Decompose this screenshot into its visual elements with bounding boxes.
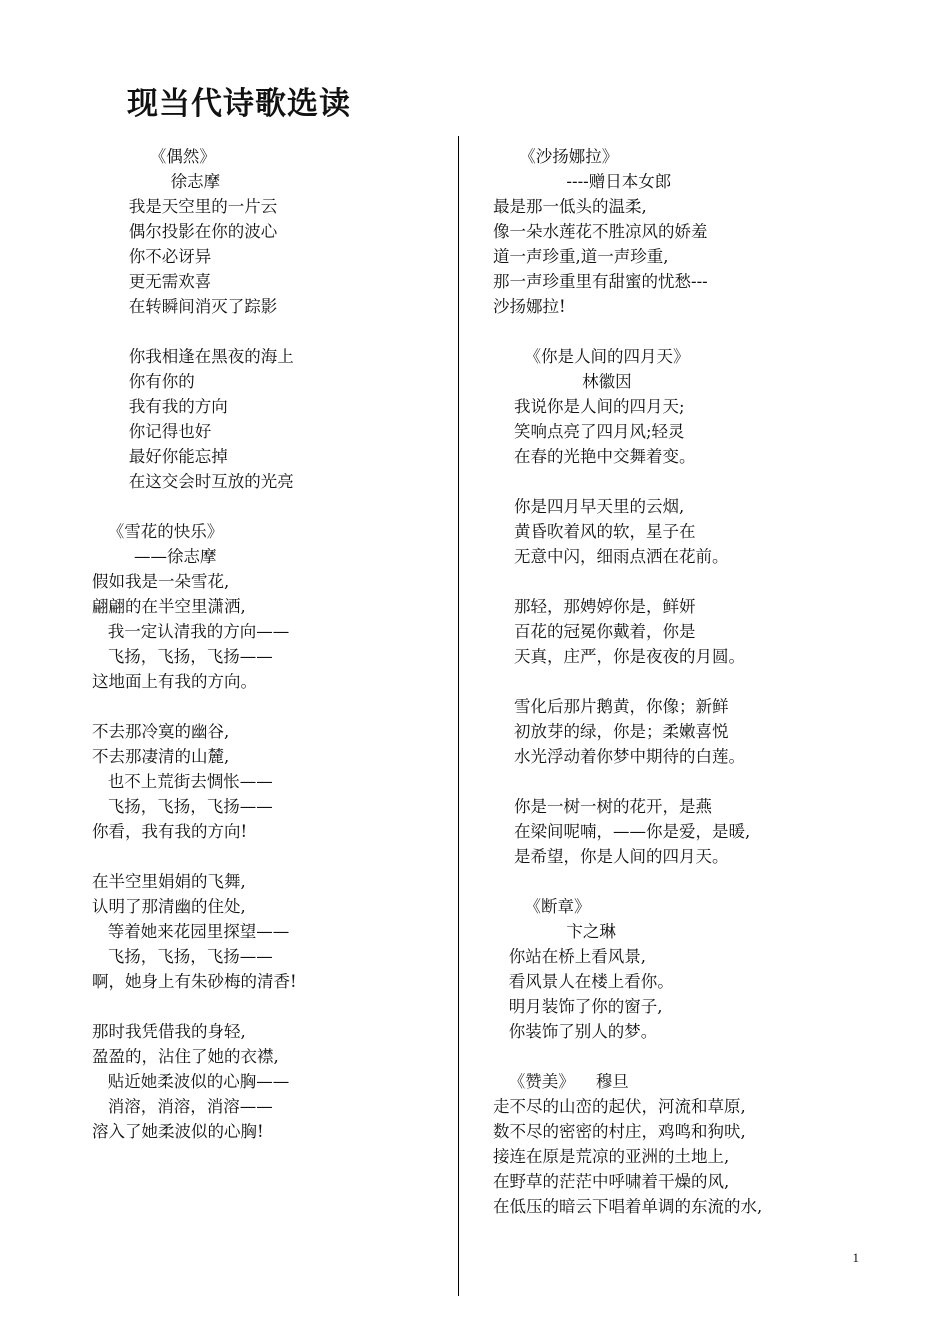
poem-line: 翩翩的在半空里潇洒, [92,597,246,616]
poem-line: 你记得也好 [92,422,212,441]
poem-line: 假如我是一朵雪花, [92,572,230,591]
column-divider [458,136,459,1296]
poem-line: 在这交会时互放的光亮 [92,472,294,491]
poem-line: 你我相逢在黑夜的海上 [92,347,294,366]
poem-line: 像一朵水莲花不胜凉风的娇羞 [493,222,708,241]
poem-line: 那时我凭借我的身轻, [92,1022,246,1041]
poem-line: 我是天空里的一片云 [92,197,278,216]
poem-line: 在梁间呢喃，——你是爱，是暖, [493,822,751,841]
poem-line: 你是四月早天里的云烟, [493,497,685,516]
poem-line: 《赞美》 穆旦 [493,1072,629,1091]
poem-line: 等着她来花园里探望—— [92,922,290,941]
poem-line: 更无需欢喜 [92,272,212,291]
poem-line: 你装饰了别人的梦。 [493,1022,658,1041]
poem-line: 水光浮动着你梦中期待的白莲。 [493,747,745,766]
poem-line: 明月装饰了你的窗子, [493,997,663,1016]
poem-line: 不去那凄清的山麓, [92,747,230,766]
poem-line: 徐志摩 [92,172,221,191]
page-number: 1 [852,1250,859,1265]
poem-line: 最是那一低头的温柔, [493,197,647,216]
poem-line: 盈盈的，沾住了她的衣襟, [92,1047,279,1066]
poem-line [92,994,442,1019]
poem-line [493,1044,893,1069]
poem-line: 飞扬，飞扬，飞扬—— [92,647,273,666]
poem-line: 接连在原是荒凉的亚洲的土地上, [493,1147,730,1166]
poem-line: 溶入了她柔波似的心胸! [92,1122,264,1141]
poem-line: 那轻，那娉婷你是，鲜妍 [493,597,696,616]
poem-line: 我有我的方向 [92,397,228,416]
poem-line: 我说你是人间的四月天; [493,397,685,416]
poem-line: 笑响点亮了四月风;轻灵 [493,422,685,441]
poem-line: 初放芽的绿，你是；柔嫩喜悦 [493,722,729,741]
poem-line: 在低压的暗云下唱着单调的东流的水, [493,1197,763,1216]
poem-line: 你是一树一树的花开，是燕 [493,797,712,816]
poem-line: 百花的冠冕你戴着，你是 [493,622,696,641]
poem-line: 在半空里娟娟的飞舞, [92,872,246,891]
poem-line: 《偶然》 [92,147,216,166]
poem-line [92,694,442,719]
poem-line: 偶尔投影在你的波心 [92,222,278,241]
poem-line [493,319,893,344]
poem-line: 天真，庄严，你是夜夜的月圆。 [493,647,745,666]
poem-line [493,569,893,594]
poem-line: 在转瞬间消灭了踪影 [92,297,278,316]
poem-line: 《你是人间的四月天》 [493,347,690,366]
poem-line: 《沙扬娜拉》 [493,147,619,166]
poem-line: 《雪花的快乐》 [92,522,224,541]
poem-line: 卞之琳 [493,922,616,941]
poem-line: 在春的光艳中交舞着变。 [493,447,696,466]
poem-line [92,494,442,519]
poem-line: 雪化后那片鹅黄，你像；新鲜 [493,697,729,716]
poem-line [92,844,442,869]
poem-line: 沙扬娜拉! [493,297,566,316]
poem-line: 你看，我有我的方向! [92,822,248,841]
poem-line: 飞扬，飞扬，飞扬—— [92,947,273,966]
poem-line: 你站在桥上看风景, [493,947,646,966]
poem-line: 贴近她柔波似的心胸—— [92,1072,290,1091]
poem-line: 这地面上有我的方向。 [92,672,257,691]
poem-line: 走不尽的山峦的起伏，河流和草原, [493,1097,746,1116]
poem-line: 看风景人在楼上看你。 [493,972,674,991]
poem-line: 是希望，你是人间的四月天。 [493,847,729,866]
poem-line: 飞扬，飞扬，飞扬—— [92,797,273,816]
poem-line: 消溶，消溶，消溶—— [92,1097,273,1116]
poem-line: 黄昏吹着风的软，星子在 [493,522,696,541]
poem-line [493,769,893,794]
poem-line: ——徐志摩 [92,547,217,566]
poem-line: 在野草的茫茫中呼啸着干燥的风, [493,1172,730,1191]
poem-line: 也不上荒街去惆怅—— [92,772,273,791]
poem-line: 那一声珍重里有甜蜜的忧愁--- [493,272,708,291]
poem-line: 认明了那清幽的住处, [92,897,246,916]
left-poem-column [92,144,442,1144]
poem-line: 最好你能忘掉 [92,447,228,466]
poem-line: 你有你的 [92,372,195,391]
poem-line: 啊，她身上有朱砂梅的清香! [92,972,297,991]
poem-line: ----赠日本女郎 [493,172,672,191]
poem-line: 道一声珍重,道一声珍重, [493,247,669,266]
poem-line: 数不尽的密密的村庄，鸡鸣和狗吠, [493,1122,746,1141]
poem-line: 林徽因 [493,372,632,391]
poem-line: 《断章》 [493,897,591,916]
right-poem-column [493,144,893,1219]
poem-line: 我一定认清我的方向—— [92,622,290,641]
page-title: 现当代诗歌选读 [127,86,351,122]
poem-line [493,869,893,894]
poem-line [493,669,893,694]
poem-line: 你不必讶异 [92,247,212,266]
poem-line: 无意中闪，细雨点洒在花前。 [493,547,729,566]
poem-line [92,319,442,344]
poem-line: 不去那冷寞的幽谷, [92,722,230,741]
poem-line [493,469,893,494]
